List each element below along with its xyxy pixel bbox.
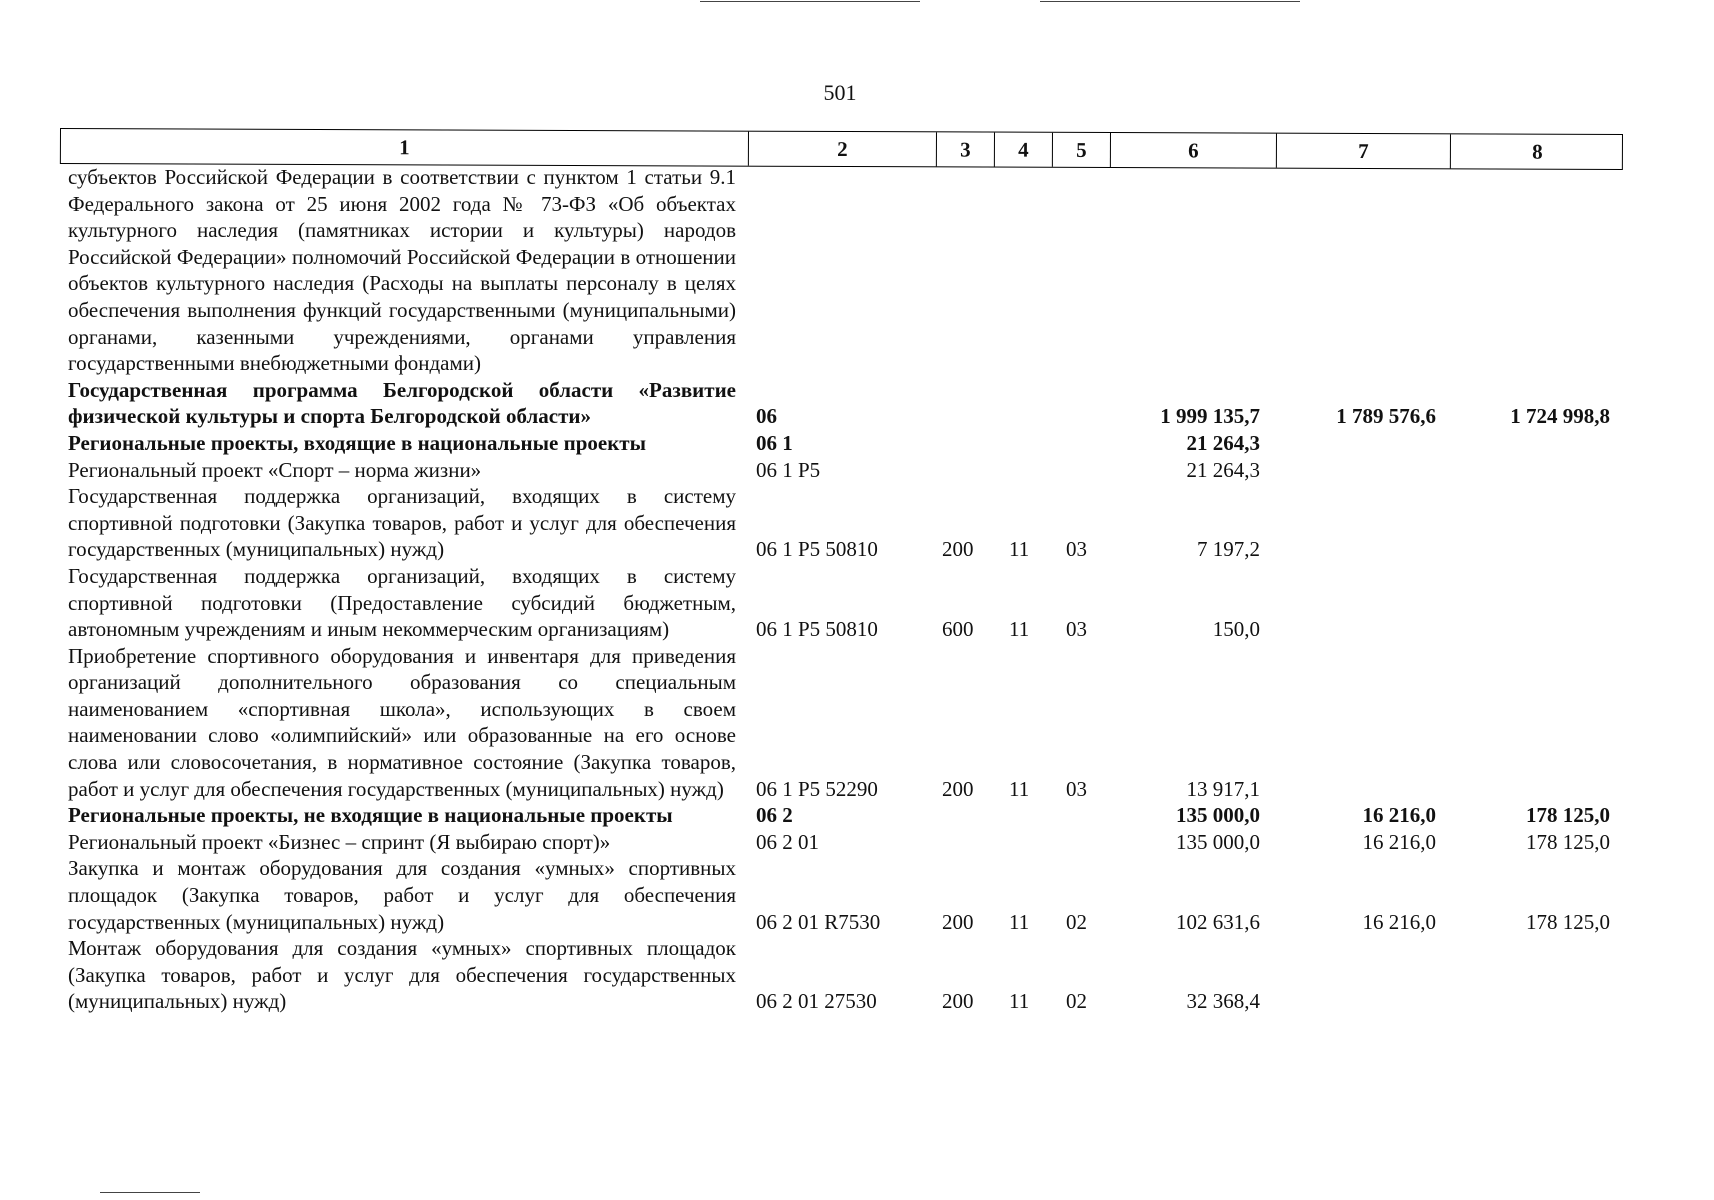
row-description: Монтаж оборудования для создания «умных» спортивных площадок (Закупка товаров, работ и услуг для обеспечения государственных (муниципальных) нужд) <box>68 936 736 1014</box>
header-col-1: 1 <box>61 129 749 166</box>
header-col-3: 3 <box>937 132 995 166</box>
row-value-col6: 150,0 <box>1212 617 1260 642</box>
row-value-col5: 02 <box>1066 989 1087 1014</box>
scan-artifact-bottom <box>100 1192 200 1193</box>
table-row <box>0 829 1714 856</box>
table-row <box>0 457 1714 484</box>
scan-artifact-top-1 <box>700 1 920 2</box>
row-code: 06 2 <box>756 803 793 828</box>
row-value-col4: 11 <box>1009 909 1030 934</box>
table-row <box>0 935 1714 1015</box>
row-description: Государственная поддержка организаций, входящих в систему спортивной подготовки (Предоставление субсидий бюджетным, автономным учреждениям и иным некоммерческим организациям) <box>68 563 736 642</box>
row-value-col7: 1 789 576,6 <box>1336 404 1436 429</box>
header-col-8: 8 <box>1532 139 1543 164</box>
row-description: Региональные проекты, входящие в национальные проекты <box>68 430 647 455</box>
page-number: 501 <box>823 80 857 105</box>
header-col-2: 2 <box>749 132 937 167</box>
row-values <box>0 909 1714 936</box>
row-code: 06 1 P5 52290 <box>756 776 878 801</box>
row-value-col3: 200 <box>942 909 974 934</box>
row-values <box>0 616 1714 643</box>
row-value-col6: 21 264,3 <box>1186 430 1260 455</box>
row-values <box>0 802 1714 829</box>
row-value-col6: 32 368,4 <box>1186 989 1260 1014</box>
row-value-col6: 1 999 135,7 <box>1160 404 1260 429</box>
row-values <box>0 988 1714 1015</box>
header-col-4: 4 <box>995 133 1053 167</box>
row-description: Региональный проект «Бизнес – спринт (Я выбираю спорт)» <box>68 829 611 854</box>
row-code: 06 1 P5 50810 <box>756 617 878 642</box>
row-value-col7: 16 216,0 <box>1362 909 1436 934</box>
row-value-col3: 200 <box>942 989 974 1014</box>
row-value-col6: 135 000,0 <box>1176 803 1260 828</box>
table-row <box>0 164 1714 377</box>
row-value-col3: 200 <box>942 537 974 562</box>
row-value-col3: 200 <box>942 776 974 801</box>
row-value-col3: 600 <box>942 617 974 642</box>
table-row <box>0 802 1714 829</box>
row-description: Региональные проекты, не входящие в национальные проекты <box>68 803 673 828</box>
row-value-col5: 03 <box>1066 617 1087 642</box>
row-code: 06 2 01 27530 <box>756 989 877 1014</box>
row-description: Приобретение спортивного оборудования и инвентаря для приведения организаций дополнительного образования со специальным наименованием «спортивная школа», использующих в своем наименовании слово «олимпийский» или образованные на его основе слова или словосочетания, в нормативное состояние (Закупка товаров, работ и услуг для обеспечения государственных (муниципальных) нужд) <box>68 643 736 801</box>
row-value-col4: 11 <box>1009 776 1030 801</box>
table-row <box>0 563 1714 643</box>
table-row <box>0 483 1714 563</box>
row-description: Государственная поддержка организаций, входящих в систему спортивной подготовки (Закупка товаров, работ и услуг для обеспечения государственных (муниципальных) нужд) <box>68 484 736 562</box>
table-row <box>0 643 1714 803</box>
row-values <box>0 457 1714 484</box>
row-value-col4: 11 <box>1009 537 1030 562</box>
row-value-col5: 02 <box>1066 909 1087 934</box>
row-code: 06 1 P5 50810 <box>756 537 878 562</box>
row-description: Государственная программа Белгородской области «Развитие физической культуры и спорта Белгородской области» <box>68 377 736 429</box>
table-row <box>0 430 1714 457</box>
table-row <box>0 855 1714 935</box>
header-col-5: 5 <box>1053 133 1111 167</box>
row-value-col4: 11 <box>1009 617 1030 642</box>
row-values <box>0 829 1714 856</box>
row-value-col4: 11 <box>1009 989 1030 1014</box>
row-values <box>0 403 1714 430</box>
row-value-col8: 178 125,0 <box>1526 803 1610 828</box>
row-values <box>0 430 1714 457</box>
row-value-col8: 178 125,0 <box>1526 829 1610 854</box>
row-code: 06 2 01 R7530 <box>756 909 881 934</box>
row-code: 06 1 <box>756 430 793 455</box>
table-row <box>0 377 1714 430</box>
row-value-col6: 7 197,2 <box>1197 537 1260 562</box>
table-body <box>0 164 1714 1015</box>
row-value-col5: 03 <box>1066 537 1087 562</box>
row-value-col6: 21 264,3 <box>1186 457 1260 482</box>
row-value-col7: 16 216,0 <box>1362 829 1436 854</box>
row-value-col7: 16 216,0 <box>1362 803 1436 828</box>
row-values <box>0 536 1714 563</box>
row-description: Закупка и монтаж оборудования для создания «умных» спортивных площадок (Закупка товаров, работ и услуг для обеспечения государственных (муниципальных) нужд) <box>68 856 736 934</box>
row-value-col6: 13 917,1 <box>1186 776 1260 801</box>
header-col-7: 7 <box>1277 134 1451 169</box>
row-code: 06 1 P5 <box>756 457 821 482</box>
row-value-col6: 135 000,0 <box>1176 829 1260 854</box>
row-code: 06 <box>756 404 777 429</box>
row-values <box>0 776 1714 803</box>
row-code: 06 2 01 <box>756 829 819 854</box>
row-value-col5: 03 <box>1066 776 1087 801</box>
row-value-col6: 102 631,6 <box>1176 909 1260 934</box>
row-value-col8: 1 724 998,8 <box>1510 404 1610 429</box>
row-value-col8: 178 125,0 <box>1526 909 1610 934</box>
scan-artifact-top-2 <box>1040 1 1300 2</box>
row-description: Региональный проект «Спорт – норма жизни» <box>68 457 482 482</box>
header-col-6: 6 <box>1111 133 1277 168</box>
row-description: субъектов Российской Федерации в соответствии с пунктом 1 статьи 9.1 Федерального закона от 25 июня 2002 года № 73-ФЗ «Об объектах культурного наследия (памятниках истории и культуры) народов Российской Федерации» полномочий Российской Федерации в отношении объектов культурного наследия (Расходы на выплаты персоналу в целях обеспечения выполнения функций государственными (муниципальными) органами, казенными учреждениями, органами управления государственными внебюджетными фондами) <box>68 165 736 376</box>
